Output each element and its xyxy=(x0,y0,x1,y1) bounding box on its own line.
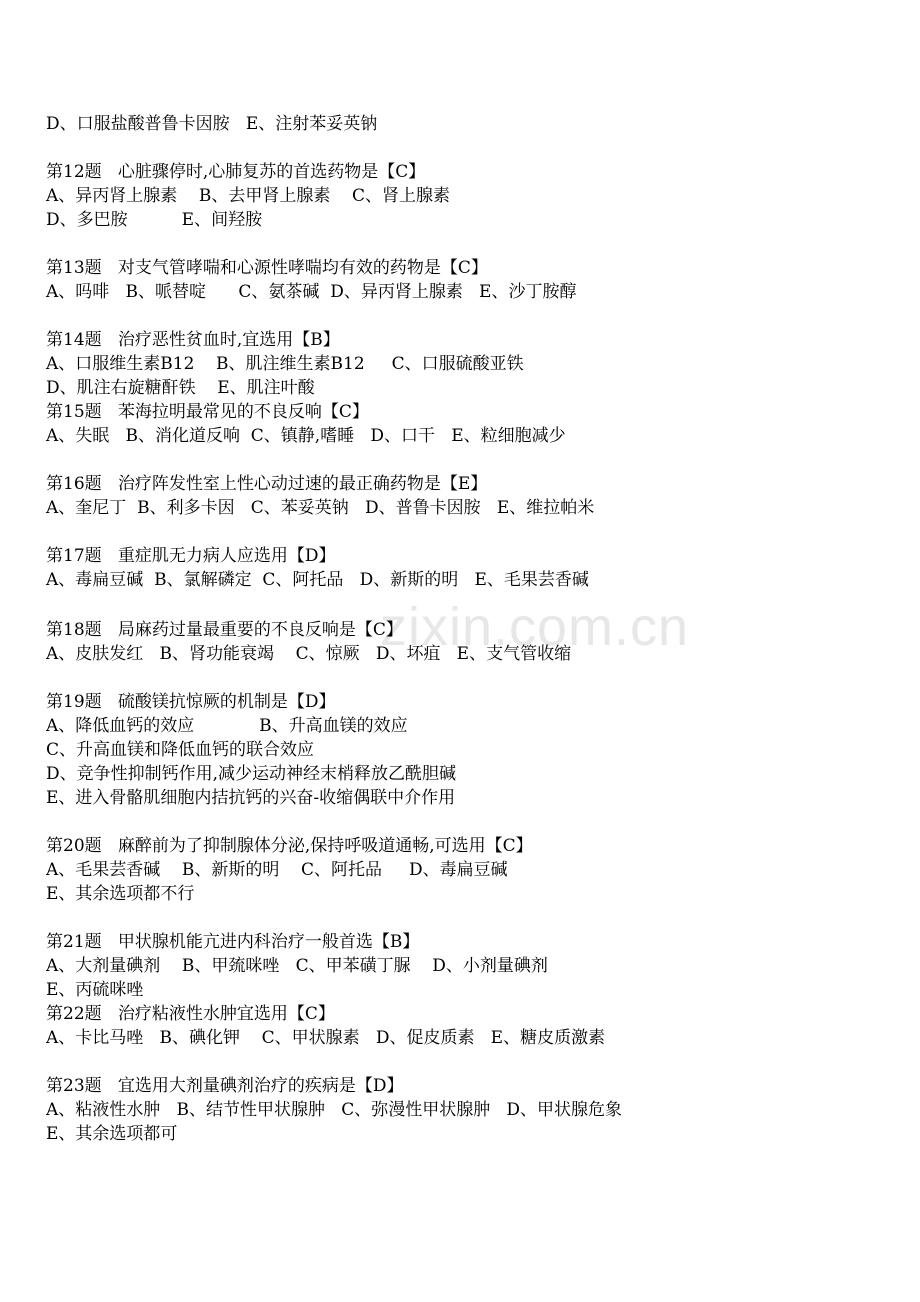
answer-options: A、吗啡 B、哌替啶 C、氨茶碱 D、异丙肾上腺素 E、沙丁胺醇 xyxy=(46,282,577,302)
answer-options: A、异丙肾上腺素 B、去甲肾上腺素 C、肾上腺素 xyxy=(46,186,451,206)
answer-options: A、毒扁豆碱 B、氯解磷定 C、阿托品 D、新斯的明 E、毛果芸香碱 xyxy=(46,570,589,590)
question-heading: 第15题 苯海拉明最常见的不良反响【C】 xyxy=(46,402,369,422)
question-heading: 第23题 宜选用大剂量碘剂治疗的疾病是【D】 xyxy=(46,1076,404,1096)
question-heading: 第22题 治疗粘液性水肿宜选用【C】 xyxy=(46,1004,335,1024)
answer-options: E、其余选项都不行 xyxy=(46,884,195,904)
question-heading: 第20题 麻醉前为了抑制腺体分泌,保持呼吸道通畅,可选用【C】 xyxy=(46,836,533,856)
answer-options: A、失眠 B、消化道反响 C、镇静,嗜睡 D、口干 E、粒细胞减少 xyxy=(46,426,566,446)
answer-options: A、卡比马唑 B、碘化钾 C、甲状腺素 D、促皮质素 E、糖皮质激素 xyxy=(46,1028,606,1048)
answer-options: D、多巴胺 E、间羟胺 xyxy=(46,210,263,230)
answer-options: C、升高血镁和降低血钙的联合效应 xyxy=(46,740,315,760)
answer-options: A、皮肤发红 B、肾功能衰竭 C、惊厥 D、坏疽 E、支气管收缩 xyxy=(46,644,572,664)
answer-options: E、其余选项都可 xyxy=(46,1124,178,1144)
answer-options: D、肌注右旋糖酐铁 E、肌注叶酸 xyxy=(46,378,315,398)
question-heading: 第21题 甲状腺机能亢进内科治疗一般首选【B】 xyxy=(46,932,420,952)
answer-options: A、降低血钙的效应 B、升高血镁的效应 xyxy=(46,716,408,736)
question-heading: 第13题 对支气管哮喘和心源性哮喘均有效的药物是【C】 xyxy=(46,258,488,278)
question-heading: 第12题 心脏骤停时,心肺复苏的首选药物是【C】 xyxy=(46,162,426,182)
answer-options: A、粘液性水肿 B、结节性甲状腺肿 C、弥漫性甲状腺肿 D、甲状腺危象 xyxy=(46,1100,623,1120)
question-heading: 第19题 硫酸镁抗惊厥的机制是【D】 xyxy=(46,692,336,712)
answer-options: A、口服维生素B12 B、肌注维生素B12 C、口服硫酸亚铁 xyxy=(46,354,524,374)
question-heading: 第14题 治疗恶性贫血时,宜选用【B】 xyxy=(46,330,340,350)
text-line: D、口服盐酸普鲁卡因胺 E、注射苯妥英钠 xyxy=(46,114,378,134)
question-heading: 第18题 局麻药过量最重要的不良反响是【C】 xyxy=(46,620,403,640)
answer-options: A、毛果芸香碱 B、新斯的明 C、阿托品 D、毒扁豆碱 xyxy=(46,860,508,880)
answer-options: A、奎尼丁 B、利多卡因 C、苯妥英钠 D、普鲁卡因胺 E、维拉帕米 xyxy=(46,498,595,518)
answer-options: E、丙硫咪唑 xyxy=(46,980,144,1000)
question-heading: 第16题 治疗阵发性室上性心动过速的最正确药物是【E】 xyxy=(46,474,488,494)
answer-options: D、竞争性抑制钙作用,减少运动神经末梢释放乙酰胆碱 xyxy=(46,764,457,784)
answer-options: A、大剂量碘剂 B、甲巯咪唑 C、甲苯磺丁脲 D、小剂量碘剂 xyxy=(46,956,548,976)
question-heading: 第17题 重症肌无力病人应选用【D】 xyxy=(46,546,336,566)
answer-options: E、进入骨骼肌细胞内拮抗钙的兴奋-收缩偶联中介作用 xyxy=(46,788,456,808)
watermark: zixin.com.cn xyxy=(380,597,690,657)
